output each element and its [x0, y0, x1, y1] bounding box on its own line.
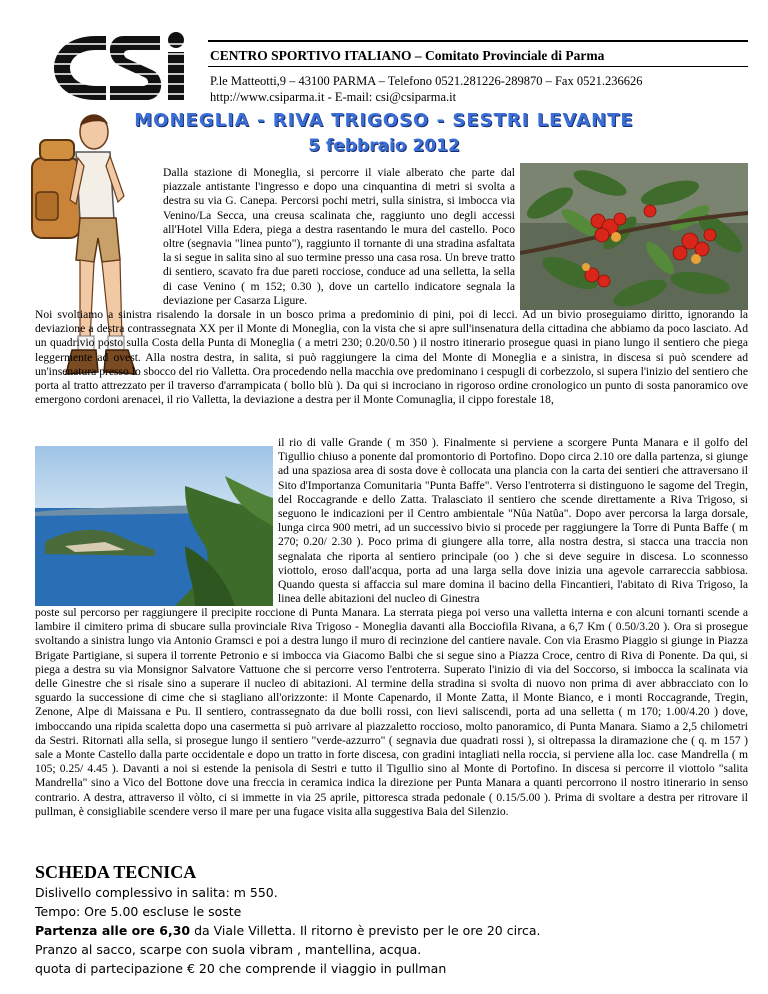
paragraph: poste sul percorso per raggiungere il precipite roccione di Punta Manara. La sterrata piega poi verso una valletta interna e con alcuni tornanti scende a lambire il cimitero prima di sbucare sulla provinciale Riva Trigoso - Moneglia davanti alla Bocciofila Rivana, a 6,7 Km ( 0.50/3.20 ). Ora si prosegue svoltando a sinistra lungo via Antonio Gramsci e poi a destra lungo il muro di recinzione del cantiere navale. Con via Erasmo Piaggio si giunge in Piazza Brigate Partigiane, si supera il torrente Petronio e si imbocca via Giacomo Balbi che si segue sino a Piazza Croce, centro di Riva di Ponente. Da qui, si piega a destra su via Monsignor Salvatore Vattuone che si percorre verso l'entroterra. Superato l'inizio di via del Soccorso, si imbocca la scalinata via delle Ginestre che si risale sino a superare il nucleo di abitazioni. Al termine della stradina si svolta di nuovo non prima di aver abbracciato con lo sguardo la successione di cime che si stagliano all'orizzonte: il Monte Capenardo, il Monte Zatta, il Monte Bianco, e i monti Roccagrande, Tregin, Zenone, Alpe di Maissana e Pu. Il sentiero, contrassegnato da due bolli rossi, con lievi saliscendi, porta ad una selletta ( m 170; 1.00/4.20 ) dove, imboccando una ripida scaletta dopo una casermetta si può arrivare al piazzaletto roccioso, molto panoramico, di Punta Manara. Siamo a 2,5 chilometri da Sestri. Ritornati alla sella, si prosegue lungo il sentiero "verde-azzurro" ( segnavia due quadrati rossi ), si oltrepassa la diramazione che ( q. m 157 ) sale a Monte Castello dalla parte occidentale e dopo un tratto in forte discesa, con gradini intagliati nella roccia, si perviene alla loc. case Mandrella ( m 105; 0.25/ 4.45 ). Davanti a noi si estende la penisola di Sestri e tutto il Tigullio sino al Monte di Portofino. In discesa si percorre il viottolo "salita Mandrella" sino a Vico del Bottone dove una freccia in ceramica indica la direzione per Punta Manara a quanti percorrono il nostro itinerario in senso contrario. A destra, attraverso il vòlto, ci si immette in via 25 aprile, pittoresca strada pedonale ( 0.15/5.00 ). Prima di svoltare a destra per ritrovare il pullman, è consigliabile scendere verso il mare per una fugace visita alla suggestiva Baia del Silenzio. [35, 606, 748, 818]
address-line: P.le Matteotti,9 – 43100 PARMA – Telefono 0521.281226-289870 – Fax 0521.236626 [210, 74, 643, 88]
header-rule [208, 66, 748, 67]
tempo-line: Tempo: Ore 5.00 escluse le soste [35, 904, 242, 919]
dislivello-line: Dislivello complessivo in salita: m 550. [35, 885, 278, 900]
partenza-details: da Viale Villetta. Il ritorno è previsto per le ore 20 circa. [190, 923, 541, 938]
csi-logo [50, 30, 198, 104]
partenza-line [35, 923, 540, 938]
paragraph: il rio di valle Grande ( m 350 ). Finalmente si perviene a scorgere Punta Manara e il golfo del Tigullio chiuso a ponente dal promontorio di Portofino. Dopo circa 2.10 ore dalla partenza, si giunge ad una spaziosa area di sosta dove è collocata una plancia con la carta dei sentieri che attraversano il Sito d'Importanza Comunitaria "Punta Baffe". Verso l'entroterra si distinguono le sagome del Tregin, del Roccagrande e dello Zatta. Tralasciato il sentiero che scende direttamente a Riva Trigoso, si seguono le indicazioni per il Centro ambientale "Nûa Natûa". Dopo aver percorsa la larga dorsale, lunga circa 900 metri, ad un successivo bivio si procede per raggiungere la Torre di Punta Baffe ( m 270; 0.20/ 2.30 ). Poco prima di giungere alla torre, alla nostra destra, si stacca una traccia non segnalata che riporta al sentiero principale (oo ) che si deve seguire in discesa. Lo sconnesso viottolo, eroso dall'acqua, porta ad una larga sella dove inizia una agevole carrareccia sabbiosa. Quando questa si affaccia sul mare domina il bacino della Fincantieri, l'abitato di Riva Trigoso, la linea delle abitazioni del nucleo di Ginestra [278, 436, 748, 606]
organization-address [210, 73, 642, 105]
corbezzolo-photo [520, 163, 748, 310]
pranzo-line: Pranzo al sacco, scarpe con suola vibram , mantellina, acqua. [35, 942, 422, 957]
event-title: MONEGLIA - RIVA TRIGOSO - SESTRI LEVANTE [134, 110, 634, 131]
header-rule-top [208, 40, 748, 42]
paragraph: Noi svoltiamo a sinistra risalendo la dorsale in un bosco prima a predominio di pini, poi di lecci. Ad un bivio proseguiamo diritto, ignorando la deviazione a destra contrassegnata XX per il Monte di Moneglia, con la vista che si apre sull'insenatura della cittadina che abbiamo da poco lasciato. Ad un quadrivio posto sulla Costa della Punta di Moneglia ( a metri 230; 0.20/0.50 ) il nostro itinerario prosegue quasi in piano lungo il sentiero che piega leggermente ad ovest. Alla nostra destra, in salita, si può raggiungere la cima del Monte di Moneglia e a sinistra, in discesa si può scendere ad un'insenatura presso lo sbocco del rio Valletta. Ora procedendo nella macchia ove predominano i cespugli di corbezzolo, si supera l'inizio del sentiero che porta al tratto attrezzato per il traverso d'arrampicata ( bollo blù ). Da qui si incrociano in rigoroso ordine cronologico un punto di sosta panoramico ove emergono cordoni arenacei, il rio Valletta, la deviazione a destra per il Monte Comunaglia, il cippo forestale 18, [35, 308, 748, 407]
event-date: 5 febbraio 2012 [308, 136, 460, 156]
coastline-photo [35, 446, 273, 606]
partenza-time: Partenza alle ore 6,30 [35, 923, 191, 938]
quota-line: quota di partecipazione € 20 che comprende il viaggio in pullman [35, 961, 447, 976]
paragraph: Dalla stazione di Moneglia, si percorre il viale alberato che parte dal piazzale antistante l'ingresso e dopo una cinquantina di metri si svolta a destra su via G. Canepa. Percorsi pochi metri, sulla sinistra, si imbocca via Venino/La Secca, una creusa scalinata che, raggiunto uno degli accessi all'Hotel Villa Edera, piega a destra rasentando le mura del castello. Poco oltre (segnavia "linea punto"), raggiunto il tornante di una stradina asfaltata la si segue in salita sino al suo termine presso una casa rosa. Un breve tratto di sentiero, scavato fra due pareti rocciose, conduce ad una selletta, la sella di case Venino ( m 152; 0.30 ), dove un cartello indicatore segnala la deviazione per Casarza Ligure. [163, 166, 515, 307]
contact-line: http://www.csiparma.it - E-mail: csi@csiparma.it [210, 90, 457, 104]
scheda-tecnica-heading: SCHEDA TECNICA [35, 862, 197, 882]
organization-title: CENTRO SPORTIVO ITALIANO – Comitato Provinciale di Parma [210, 48, 605, 63]
